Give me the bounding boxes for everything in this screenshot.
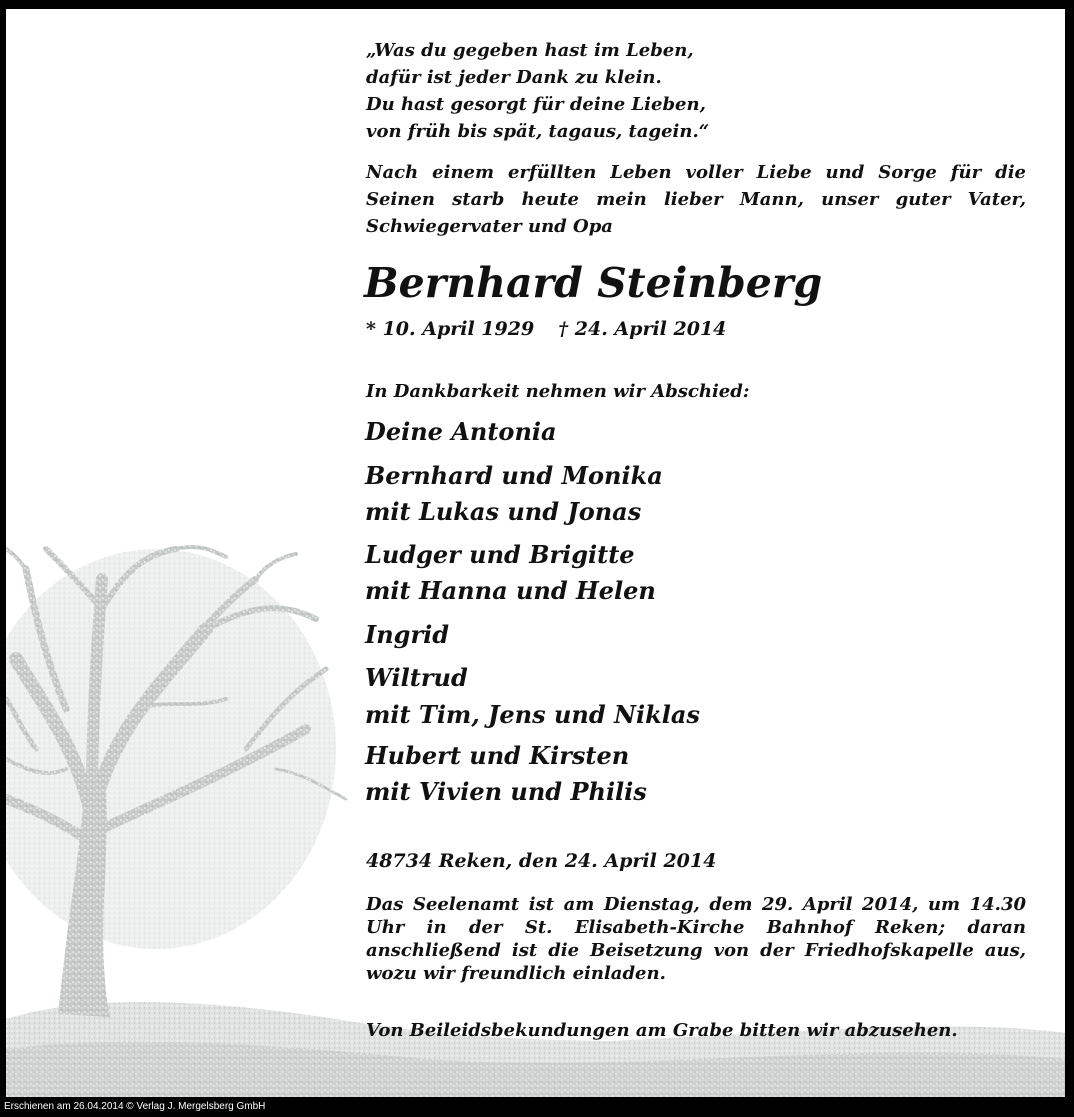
mourner-line: Ludger und Brigitte [365,540,635,569]
mourner-line: Bernhard und Monika [365,461,663,490]
farewell-line: In Dankbarkeit nehmen wir Abschied: [366,381,750,402]
opening-poem [366,37,709,145]
deceased-name: Bernhard Steinberg [364,259,823,307]
poem-line: Du hast gesorgt für deine Lieben, [366,94,706,115]
service-info: Das Seelenamt ist am Dienstag, dem 29. April 2014, um 14.30 Uhr in der St. Elisabeth-Kirche Bahnhof Reken; daran anschließend ist die Beisetzung von der Friedhofskapelle aus, wozu wir freundlich einladen. [366,894,1026,984]
life-dates [366,315,726,343]
poem-line: von früh bis spät, tagaus, tagein.“ [366,121,710,142]
poem-line: „Was du gegeben hast im Leben, [366,40,694,61]
mourner-line: mit Hanna und Helen [365,576,656,605]
birth-date: * 10. April 1929 [366,318,535,340]
intro-text: Nach einem erfüllten Leben voller Liebe und Sorge für die Seinen starb heute mein lieber Mann, unser guter Vater, Schwiegervater und Opa [366,162,1026,237]
poem-line: dafür ist jeder Dank zu klein. [366,67,662,88]
mourner-line: Wiltrud [365,663,468,692]
mourner-line: Hubert und Kirsten [365,741,630,770]
death-date: † 24. April 2014 [558,318,727,340]
mourner-line: Deine Antonia [365,417,557,446]
mourner-line: mit Vivien und Philis [365,777,647,806]
mourner-line: mit Lukas und Jonas [365,497,642,526]
publication-footer: Erschienen am 26.04.2014 © Verlag J. Mergelsberg GmbH [4,1101,266,1112]
place-and-date: 48734 Reken, den 24. April 2014 [366,850,717,872]
mourner-line: mit Tim, Jens und Niklas [365,700,700,729]
mourner-line: Ingrid [365,620,449,649]
obituary-notice [6,9,1065,1097]
closing-note: Von Beileidsbekundungen am Grabe bitten wir abzusehen. [366,1020,958,1041]
